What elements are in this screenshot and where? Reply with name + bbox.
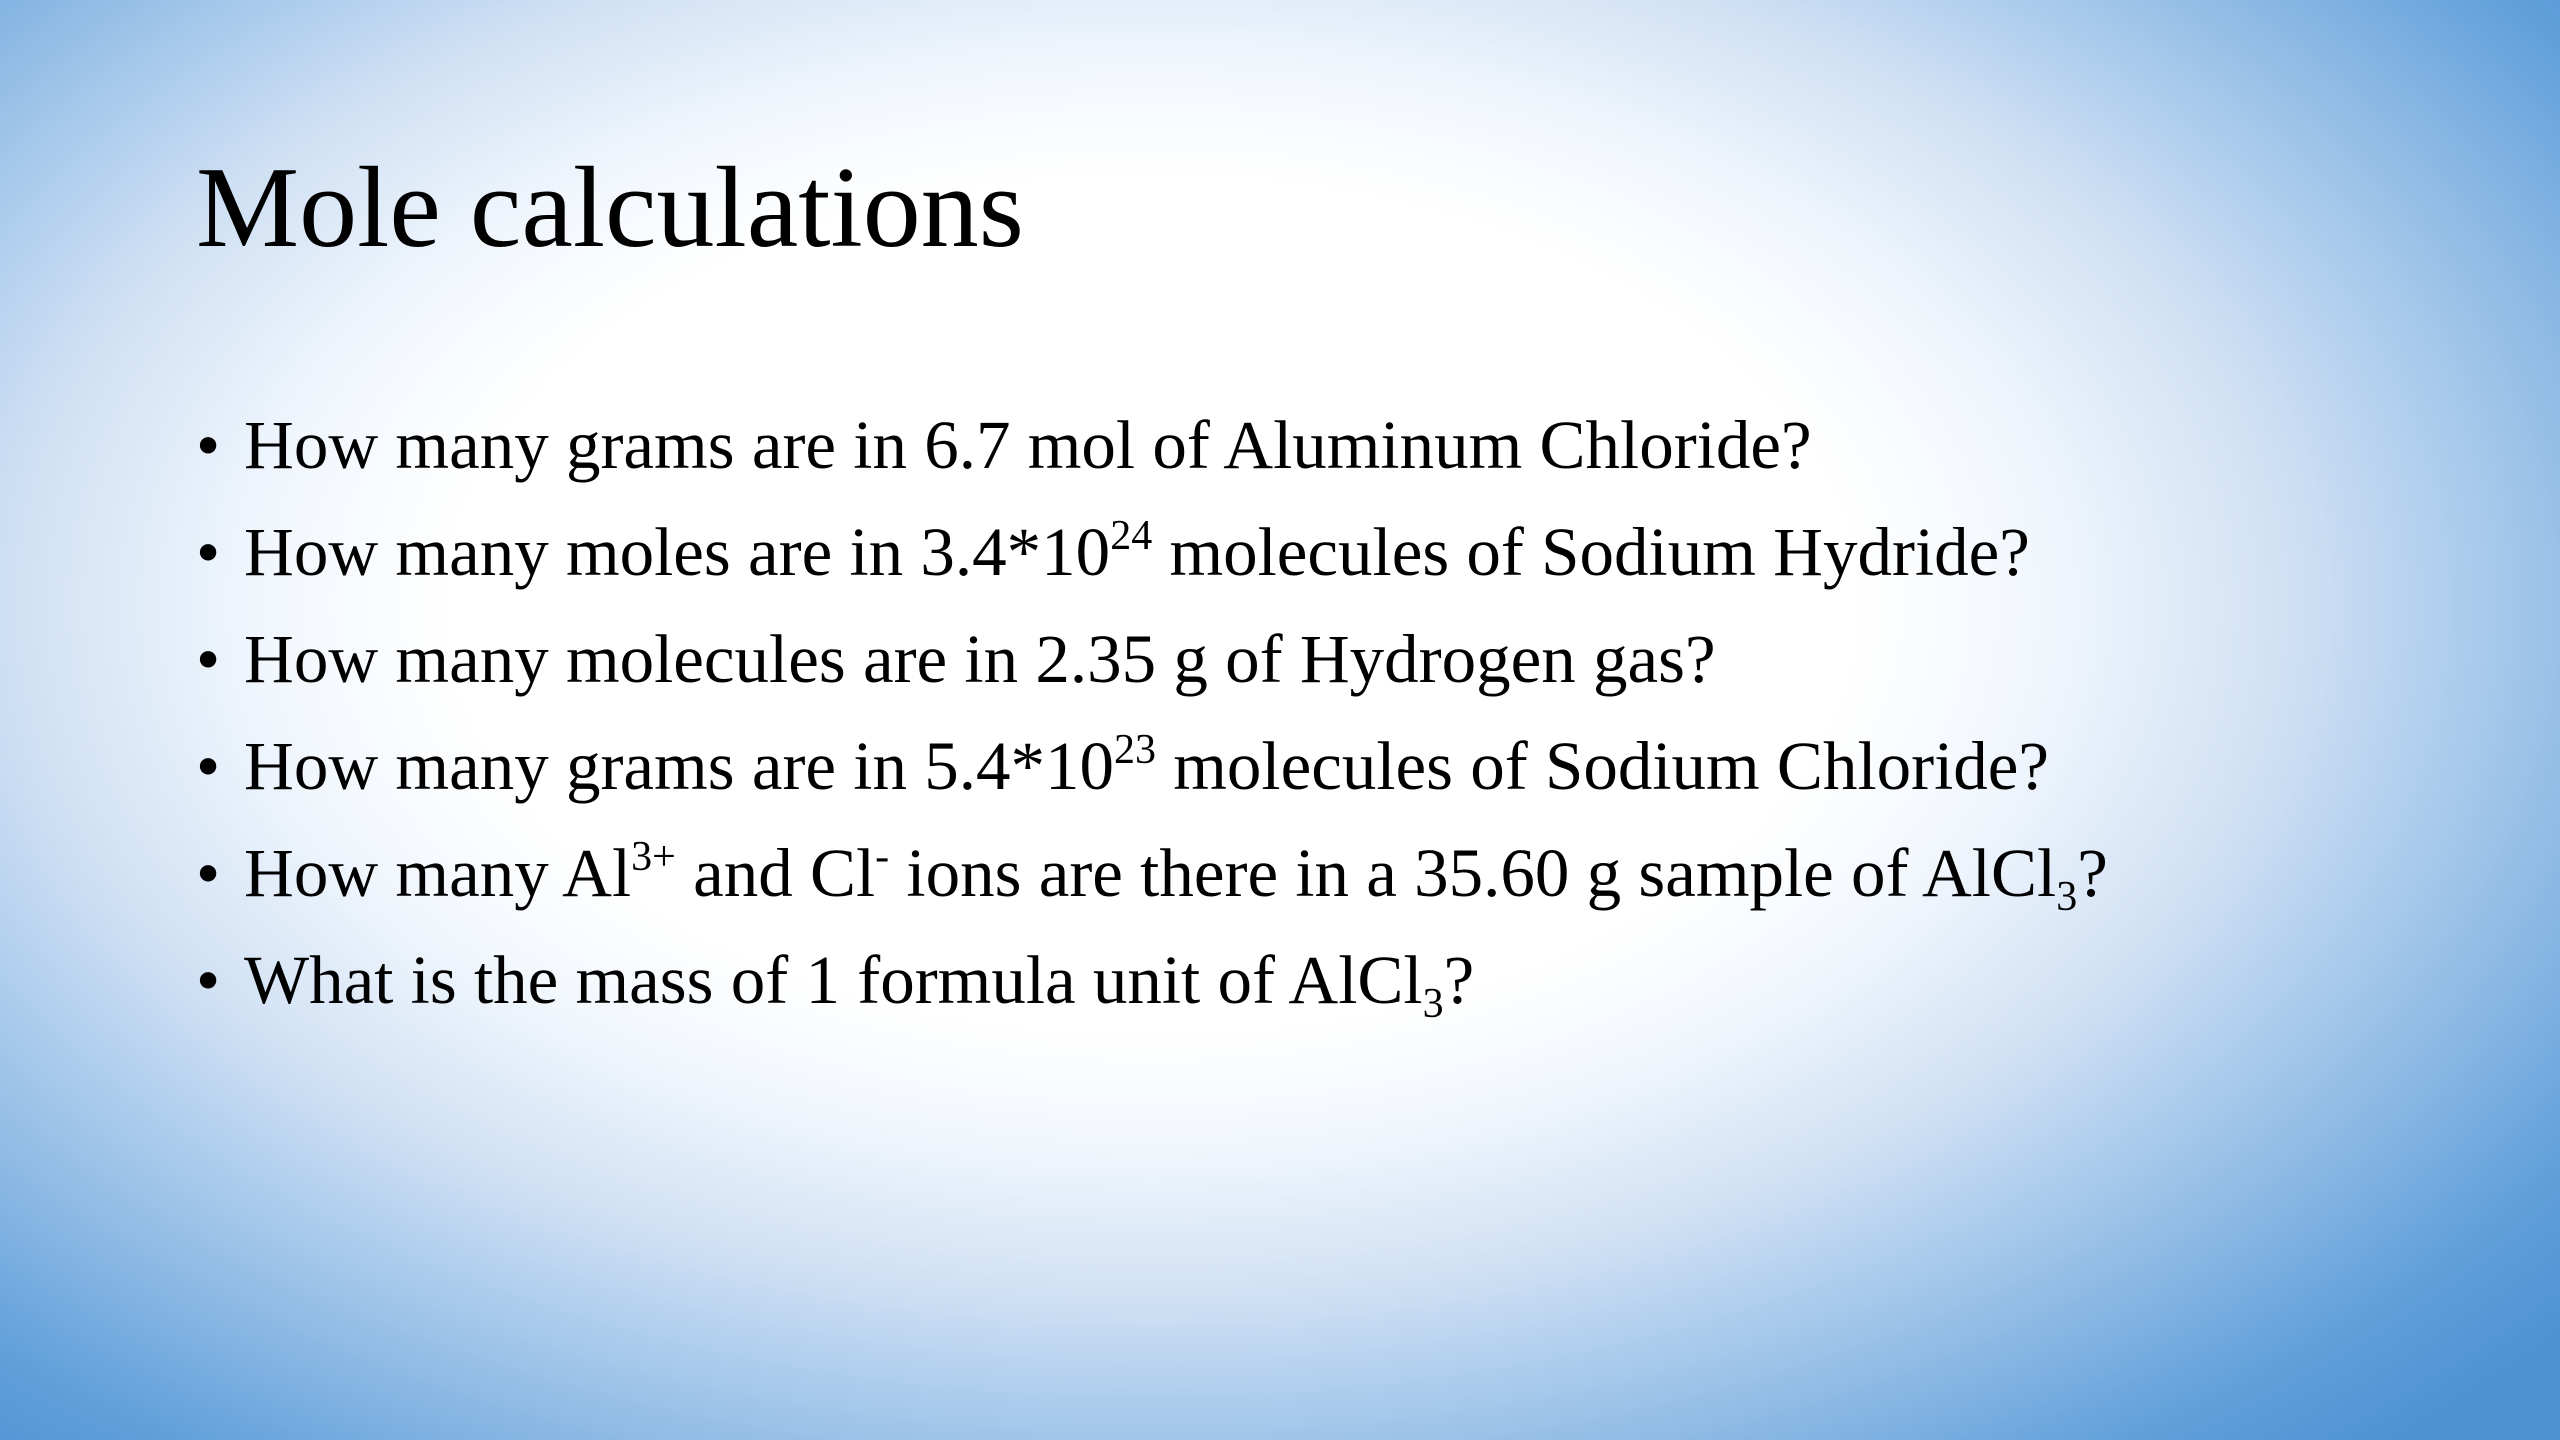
bullet-item-4 bbox=[196, 713, 2108, 820]
bullet-dot: • bbox=[196, 514, 221, 590]
bullet-text: What is the mass of 1 formula unit of AlCl bbox=[244, 942, 1423, 1018]
bullet-item-2 bbox=[196, 499, 2108, 606]
bullet-dot: • bbox=[196, 621, 221, 697]
bullet-text-tail: ? bbox=[1443, 942, 1475, 1018]
bullet-item-5 bbox=[196, 820, 2108, 927]
bullet-list bbox=[196, 392, 2108, 1034]
bullet-text: How many grams are in 6.7 mol of Aluminum Chloride? bbox=[244, 407, 1812, 483]
superscript: 24 bbox=[1110, 513, 1153, 559]
subscript: 3 bbox=[2056, 874, 2078, 920]
bullet-item-3 bbox=[196, 606, 2108, 713]
superscript: 3+ bbox=[631, 834, 676, 880]
bullet-text: How many molecules are in 2.35 g of Hydrogen gas? bbox=[244, 621, 1716, 697]
bullet-text: How many Al bbox=[244, 835, 632, 911]
bullet-text: How many moles are in 3.4*10 bbox=[244, 514, 1111, 590]
superscript: - bbox=[875, 834, 890, 880]
bullet-dot: • bbox=[196, 942, 221, 1018]
superscript: 23 bbox=[1113, 727, 1156, 773]
bullet-dot: • bbox=[196, 835, 221, 911]
subscript: 3 bbox=[1422, 981, 1444, 1027]
slide-title: Mole calculations bbox=[196, 144, 1024, 272]
bullet-text: How many grams are in 5.4*10 bbox=[244, 728, 1114, 804]
bullet-item-1 bbox=[196, 392, 2108, 499]
bullet-dot: • bbox=[196, 728, 221, 804]
bullet-text-tail: molecules of Sodium Hydride? bbox=[1152, 514, 2030, 590]
bullet-text-tail: ? bbox=[2077, 835, 2108, 911]
bullet-item-6 bbox=[196, 927, 2108, 1034]
bullet-text-tail: molecules of Sodium Chloride? bbox=[1155, 728, 2050, 804]
bullet-dot: • bbox=[196, 407, 221, 483]
bullet-text-mid: ions are there in a 35.60 g sample of AlCl bbox=[889, 835, 2057, 911]
bullet-text-mid: and Cl bbox=[675, 835, 876, 911]
